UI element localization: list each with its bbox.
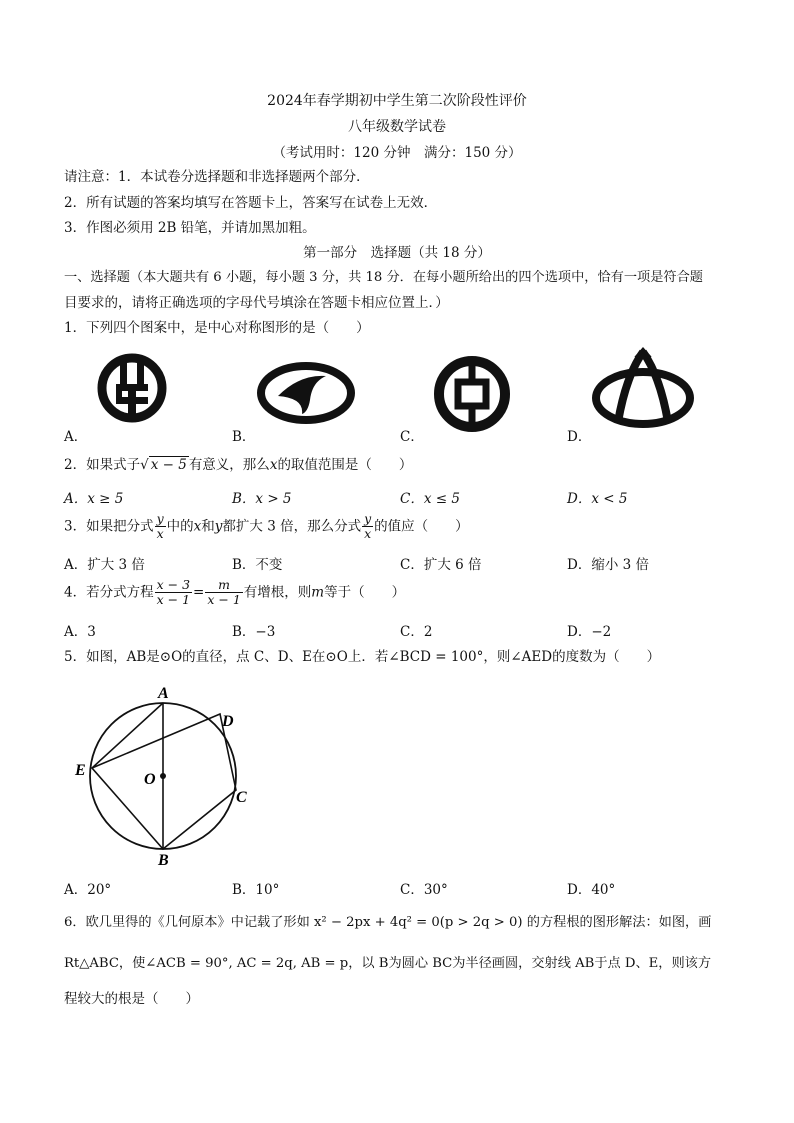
q5-stem: 5．如图，AB是⊙O的直径，点 C、D、E在⊙O上．若∠BCD = 100°，则∠AED的度数为（ ） [64, 649, 661, 665]
q4-rhs-fraction: $\frac{m}{x - 1}$ [207, 577, 241, 608]
exam-info: （考试用时：120 分钟 满分：150 分） [272, 145, 522, 161]
part1-title: 第一部分 选择题（共 18 分） [303, 245, 491, 261]
q6-line-3: 程较大的根是（ ） [64, 991, 199, 1007]
q4-option-c: C．2 [400, 624, 433, 640]
q2-option-d: D．x < 5 [567, 491, 628, 507]
q4-option-a: A．3 [64, 624, 96, 640]
note-2: 2．所有试题的答案均填写在答题卡上，答案写在试卷上无效． [64, 195, 438, 211]
q5-option-b: B．10° [232, 882, 280, 898]
q2-option-a: A．x ≥ 5 [64, 491, 124, 507]
q2-stem: 2．如果式子√ x − 5 有意义，那么x的取值范围是（ ） [64, 457, 413, 473]
q3-option-b: B．不变 [232, 557, 283, 573]
arch-emblem-icon [588, 346, 698, 432]
q3-option-c: C．扩大 6 倍 [400, 557, 482, 573]
q5-option-d: D．40° [567, 882, 616, 898]
q3-option-d: D．缩小 3 倍 [567, 557, 649, 573]
q1-option-d: D． [567, 429, 592, 445]
q3-fraction-1: $\frac{y}{x}$ [156, 511, 164, 542]
q5-option-a: A．20° [64, 882, 112, 898]
label-e: E [75, 762, 86, 779]
q2-option-b: B．x > 5 [232, 491, 292, 507]
label-b: B [158, 852, 169, 868]
note-1: 请注意：1．本试卷分选择题和非选择题两个部分． [64, 169, 370, 185]
label-a: A [158, 685, 169, 702]
q2-option-c: C．x ≤ 5 [400, 491, 460, 507]
q1-option-c: C． [400, 429, 424, 445]
circle-geometry-figure [70, 678, 260, 868]
q5-option-c: C．30° [400, 882, 448, 898]
q3-stem: 3．如果把分式 $\frac{y}{x}$ 中的x和y都扩大 3 倍，那么分式 $\frac{y}{x}$ 的值应（ ） [64, 511, 469, 542]
exam-subtitle: 八年级数学试卷 [348, 119, 446, 135]
exam-title: 2024年春学期初中学生第二次阶段性评价 [267, 93, 527, 109]
bank-of-china-logo-icon [430, 352, 514, 436]
q6-line-1: 6．欧几里得的《几何原本》中记载了形如 x² − 2px + 4q² = 0(p > 2q > 0) 的方程根的图形解法：如图，画 [64, 915, 712, 930]
q1-option-a: A． [64, 429, 88, 445]
abc-bank-logo-icon [92, 348, 172, 428]
q1-option-b: B． [232, 429, 256, 445]
label-d: D [222, 713, 234, 730]
q4-stem: 4．若分式方程 $\frac{x - 3}{x - 1}$ = $\frac{m}{x - 1}$ 有增根，则m等于（ ） [64, 577, 406, 608]
sqrt-expression: √ x − 5 [140, 457, 187, 473]
label-c: C [236, 789, 247, 806]
part1-instruction-2: 目要求的，请将正确选项的字母代号填涂在答题卡相应位置上．） [64, 295, 449, 311]
label-o: O [144, 771, 156, 788]
q3-option-a: A．扩大 3 倍 [64, 557, 145, 573]
q3-fraction-2: $\frac{y}{x}$ [364, 511, 372, 542]
q4-lhs-fraction: $\frac{x - 3}{x - 1}$ [156, 577, 191, 608]
part1-instruction-1: 一、选择题（本大题共有 6 小题，每小题 3 分，共 18 分．在每小题所给出的四个选项中，恰有一项是符合题 [64, 270, 703, 285]
q4-option-d: D．−2 [567, 624, 612, 640]
q4-option-b: B．−3 [232, 624, 276, 640]
note-3: 3．作图必须用 2B 铅笔，并请加黑加粗。 [64, 220, 316, 236]
bird-emblem-icon [256, 362, 356, 424]
q1-stem: 1．下列四个图案中，是中心对称图形的是（ ） [64, 320, 370, 336]
q6-line-2: Rt△ABC，使∠ACB = 90°, AC = 2q, AB = p，以 B为圆心 BC为半径画圆，交射线 AB于点 D、E，则该方 [64, 956, 712, 971]
